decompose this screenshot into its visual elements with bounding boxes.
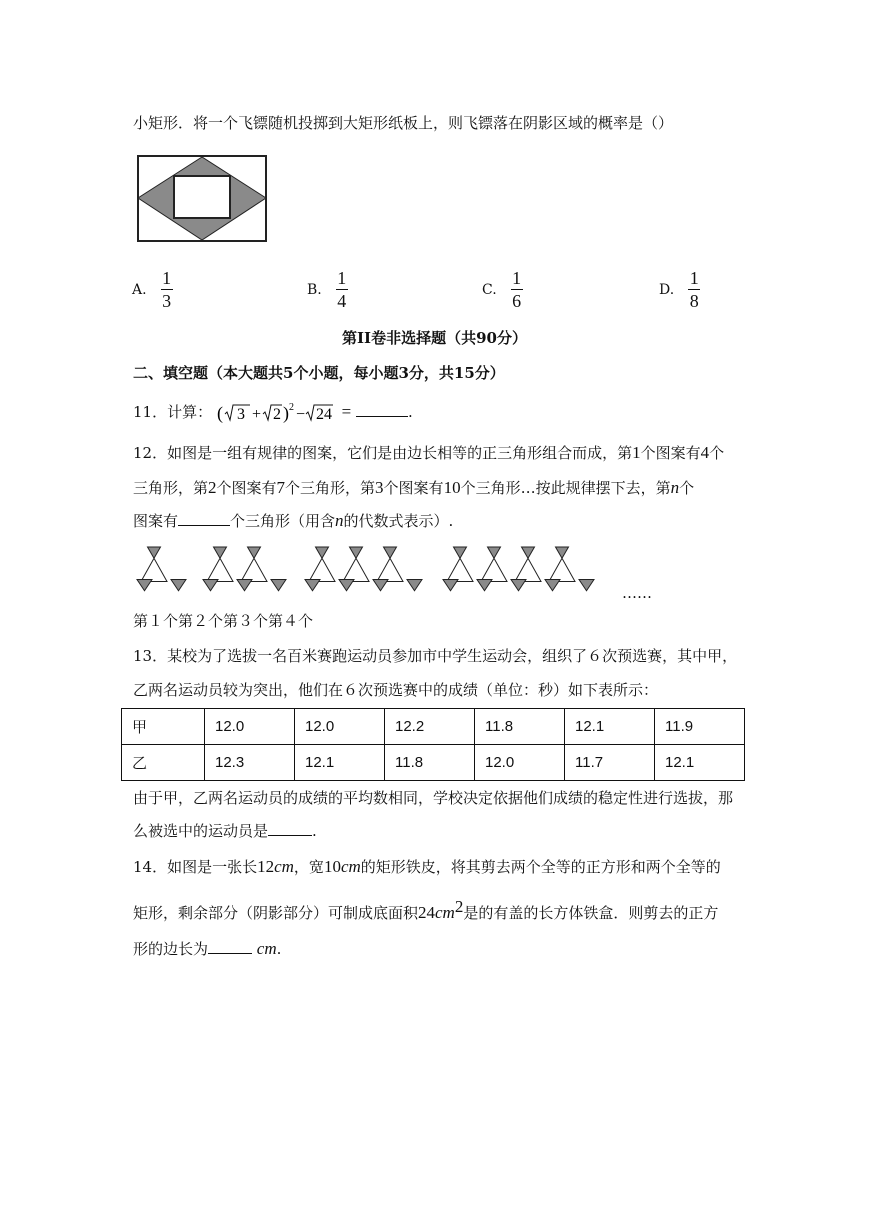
- scores-table: [121, 708, 745, 781]
- pattern-triangle: [214, 547, 227, 558]
- q12-line-3: 图案有 个三角形（用含n的代数式表示）.: [133, 511, 454, 530]
- option-d: D. $\frac{1}{8}$: [659, 268, 699, 311]
- q13-line-3: 由于甲，乙两名运动员的成绩的平均数相同，学校决定依据他们成绩的稳定性进行选拔，那: [133, 789, 734, 807]
- part-header: 二、填空题（本大题共5个小题，每小题3分，共15分）: [133, 364, 505, 382]
- pattern-triangle: [305, 580, 320, 591]
- pattern-triangle: [373, 580, 388, 591]
- athlete-name: 甲: [122, 709, 205, 745]
- score-cell: 12.0: [205, 709, 295, 745]
- pattern-triangle: [443, 580, 458, 591]
- pattern-triangle: [271, 580, 286, 591]
- pattern-triangle: [207, 558, 233, 581]
- svg-text:+: +: [251, 406, 261, 423]
- athlete-name: 乙: [122, 745, 205, 781]
- score-cell: 12.3: [205, 745, 295, 781]
- score-cell: 11.8: [385, 745, 475, 781]
- pattern-triangle: [171, 580, 186, 591]
- pattern-triangle: [137, 580, 152, 591]
- pattern-ellipsis: ……: [622, 584, 652, 602]
- pattern-triangle: [556, 547, 569, 558]
- pattern-triangle: [515, 558, 541, 581]
- pattern-triangle: [343, 558, 369, 581]
- q12-line-1: 12．如图是一组有规律的图案，它们是由边长相等的正三角形组合而成，第1个图案有4个: [133, 443, 725, 462]
- q14-line-2: 矩形，剩余部分（阴影部分）可制成底面积$24cm^2$是的有盖的长方体铁盒．则剪去的正方: [133, 897, 719, 922]
- pattern-triangle: [481, 558, 507, 581]
- pattern-triangle: [454, 547, 467, 558]
- pattern-triangle: [447, 558, 473, 581]
- svg-text:24: 24: [315, 406, 332, 423]
- pattern-triangle: [141, 558, 167, 581]
- q14-line-1: 14．如图是一张长12cm，宽10cm的矩形铁皮，将其剪去两个全等的正方形和两个全等的: [133, 857, 721, 876]
- pattern-triangle: [316, 547, 329, 558]
- q11: 11．计算： ( 3 + 2 ) 2 − 24 = .: [133, 402, 413, 423]
- pattern-triangle: [545, 580, 560, 591]
- pattern-triangle: [511, 580, 526, 591]
- table-row: [122, 745, 745, 781]
- pattern-caption: 第１个第２个第３个第４个: [133, 612, 314, 630]
- score-cell: 12.0: [295, 709, 385, 745]
- q13-line-2: 乙两名运动员较为突出，他们在６次预选赛中的成绩（单位：秒）如下表所示：: [133, 681, 659, 699]
- pattern-triangle: [237, 580, 252, 591]
- pattern-triangle: [522, 547, 535, 558]
- q11-expression: [217, 401, 337, 425]
- score-cell: 12.0: [475, 745, 565, 781]
- option-a: A. $\frac{1}{3}$: [132, 268, 172, 311]
- svg-text:−: −: [295, 406, 305, 423]
- pattern-triangle: [248, 547, 261, 558]
- q13-line-1: 13．某校为了选拔一名百米赛跑运动员参加市中学生运动会，组织了６次预选赛，其中甲，: [133, 647, 738, 665]
- pattern-triangle: [407, 580, 422, 591]
- pattern-triangle: [203, 580, 218, 591]
- q14-line-3: 形的边长为 cm.: [133, 939, 282, 958]
- q12-line-2: 三角形，第2个图案有7个三角形，第3个图案有10个三角形…按此规律摆下去，第n个: [133, 478, 695, 497]
- svg-text:): ): [282, 403, 289, 423]
- pattern-triangle: [579, 580, 594, 591]
- pattern-triangle: [148, 547, 161, 558]
- score-cell: 11.7: [565, 745, 655, 781]
- option-b: B. $\frac{1}{4}$: [307, 268, 347, 311]
- pattern-triangle: [488, 547, 501, 558]
- q10-stem: 小矩形．将一个飞镖随机投掷到大矩形纸板上，则飞镖落在阴影区域的概率是（）: [133, 114, 674, 132]
- score-cell: 11.8: [475, 709, 565, 745]
- pattern-triangle: [339, 580, 354, 591]
- svg-text:(: (: [216, 403, 223, 423]
- option-c: C. $\frac{1}{6}$: [482, 268, 522, 311]
- pattern-triangle: [350, 547, 363, 558]
- score-cell: 12.2: [385, 709, 475, 745]
- score-cell: 12.1: [565, 709, 655, 745]
- section-title: 第II卷非选择题（共90分）: [342, 329, 527, 347]
- rectangle-dartboard-figure: [136, 153, 268, 243]
- q13-line-4: 么被选中的运动员是 .: [133, 822, 317, 840]
- svg-text:3: 3: [236, 406, 245, 423]
- svg-text:2: 2: [288, 402, 294, 413]
- score-cell: 11.9: [655, 709, 745, 745]
- score-cell: 12.1: [655, 745, 745, 781]
- pattern-triangle: [309, 558, 335, 581]
- pattern-triangle: [377, 558, 403, 581]
- pattern-triangle: [477, 580, 492, 591]
- pattern-triangle: [241, 558, 267, 581]
- score-cell: 12.1: [295, 745, 385, 781]
- pattern-triangle: [384, 547, 397, 558]
- table-row: [122, 709, 745, 745]
- triangle-pattern-figure: [134, 543, 629, 603]
- svg-text:2: 2: [272, 406, 281, 423]
- pattern-triangle: [549, 558, 575, 581]
